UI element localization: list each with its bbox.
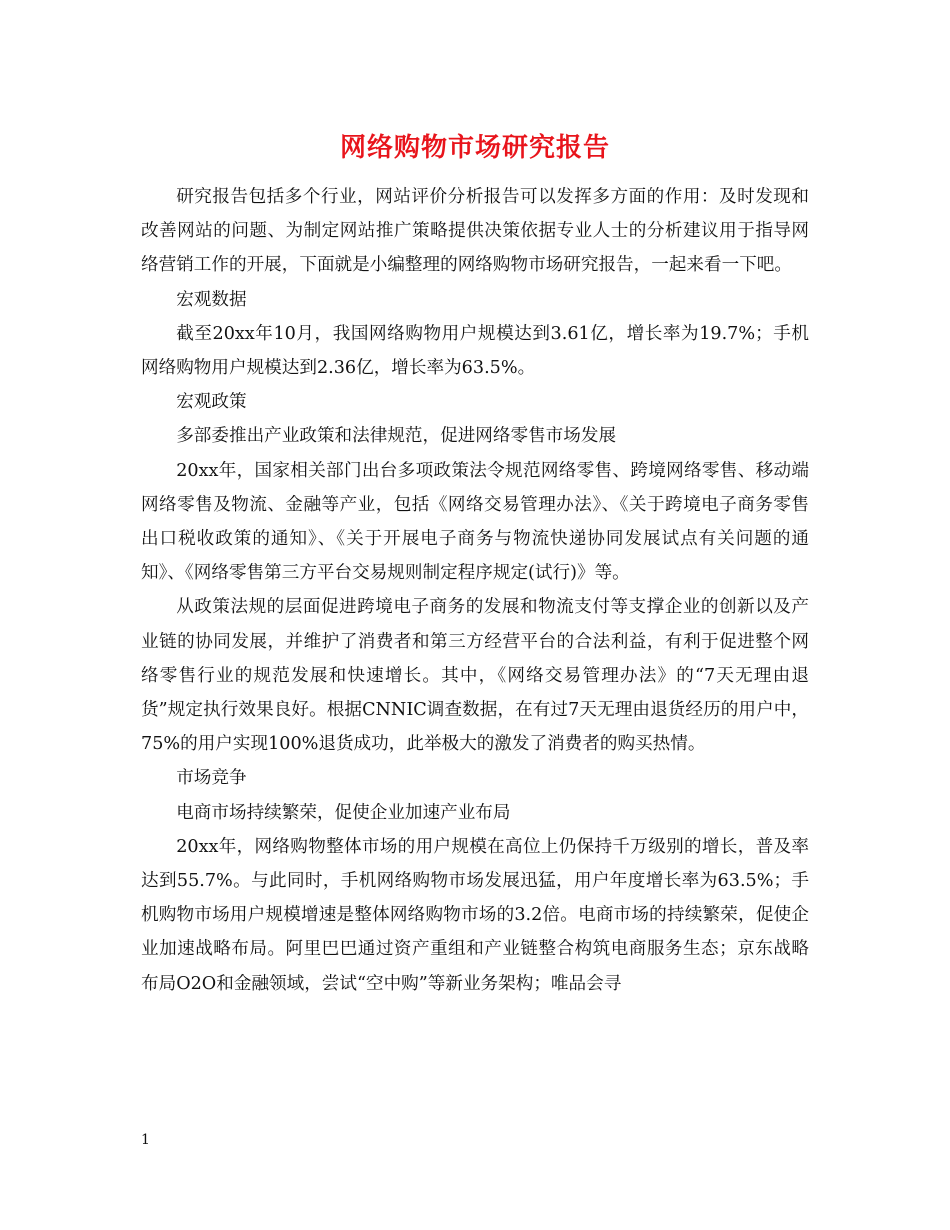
paragraph-competition: 20xx年，网络购物整体市场的用户规模在高位上仍保持千万级别的增长，普及率达到55.7%。与此同时，手机网络购物市场发展迅猛，用户年度增长率为63.5%；手机购物市场用户规模增速是整体网络购物市场的3.2倍。电商市场的持续繁荣，促使企业加速战略布局。阿里巴巴通过资产重组和产业链整合构筑电商服务生态；京东战略布局O2O和金融领域，尝试“空中购”等新业务架构；唯品会寻: [141, 836, 809, 994]
page-number: 1: [141, 1132, 150, 1148]
paragraph-policy-list: 20xx年，国家相关部门出台多项政策法令规范网络零售、跨境网络零售、移动端网络零售及物流、金融等产业，包括《网络交易管理办法》、《关于跨境电子商务零售出口税收政策的通知》、《关于开展电子商务与物流快递协同发展试点有关问题的通知》、《网络零售第三方平台交易规则制定程序规定(试行)》等。: [141, 460, 809, 584]
document-body: [141, 180, 809, 1001]
subheading-policy: 多部委推出产业政策和法律规范，促进网络零售市场发展: [176, 426, 617, 447]
section-heading-macro-data: 宏观数据: [176, 289, 247, 310]
section-heading-macro-policy: 宏观政策: [176, 392, 247, 413]
section-heading-market-competition: 市场竞争: [176, 768, 247, 789]
subheading-competition: 电商市场持续繁荣，促使企业加速产业布局: [176, 802, 511, 823]
paragraph-macro-data: 截至20xx年10月，我国网络购物用户规模达到3.61亿，增长率为19.7%；手机网络购物用户规模达到2.36亿，增长率为63.5%。: [141, 323, 809, 379]
paragraph-policy-effect: 从政策法规的层面促进跨境电子商务的发展和物流支付等支撑企业的创新以及产业链的协同发展，并维护了消费者和第三方经营平台的合法利益，有利于促进整个网络零售行业的规范发展和快速增长。其中，《网络交易管理办法》的“7天无理由退货”规定执行效果良好。根据CNNIC调查数据，在有过7天无理由退货经历的用户中，75%的用户实现100%退货成功，此举极大的激发了消费者的购买热情。: [141, 597, 809, 755]
document-title: 网络购物市场研究报告: [339, 133, 610, 163]
paragraph-intro: 研究报告包括多个行业，网站评价分析报告可以发挥多方面的作用：及时发现和改善网站的问题、为制定网站推广策略提供决策依据专业人士的分析建议用于指导网络营销工作的开展，下面就是小编整理的网络购物市场研究报告，一起来看一下吧。: [141, 187, 809, 276]
